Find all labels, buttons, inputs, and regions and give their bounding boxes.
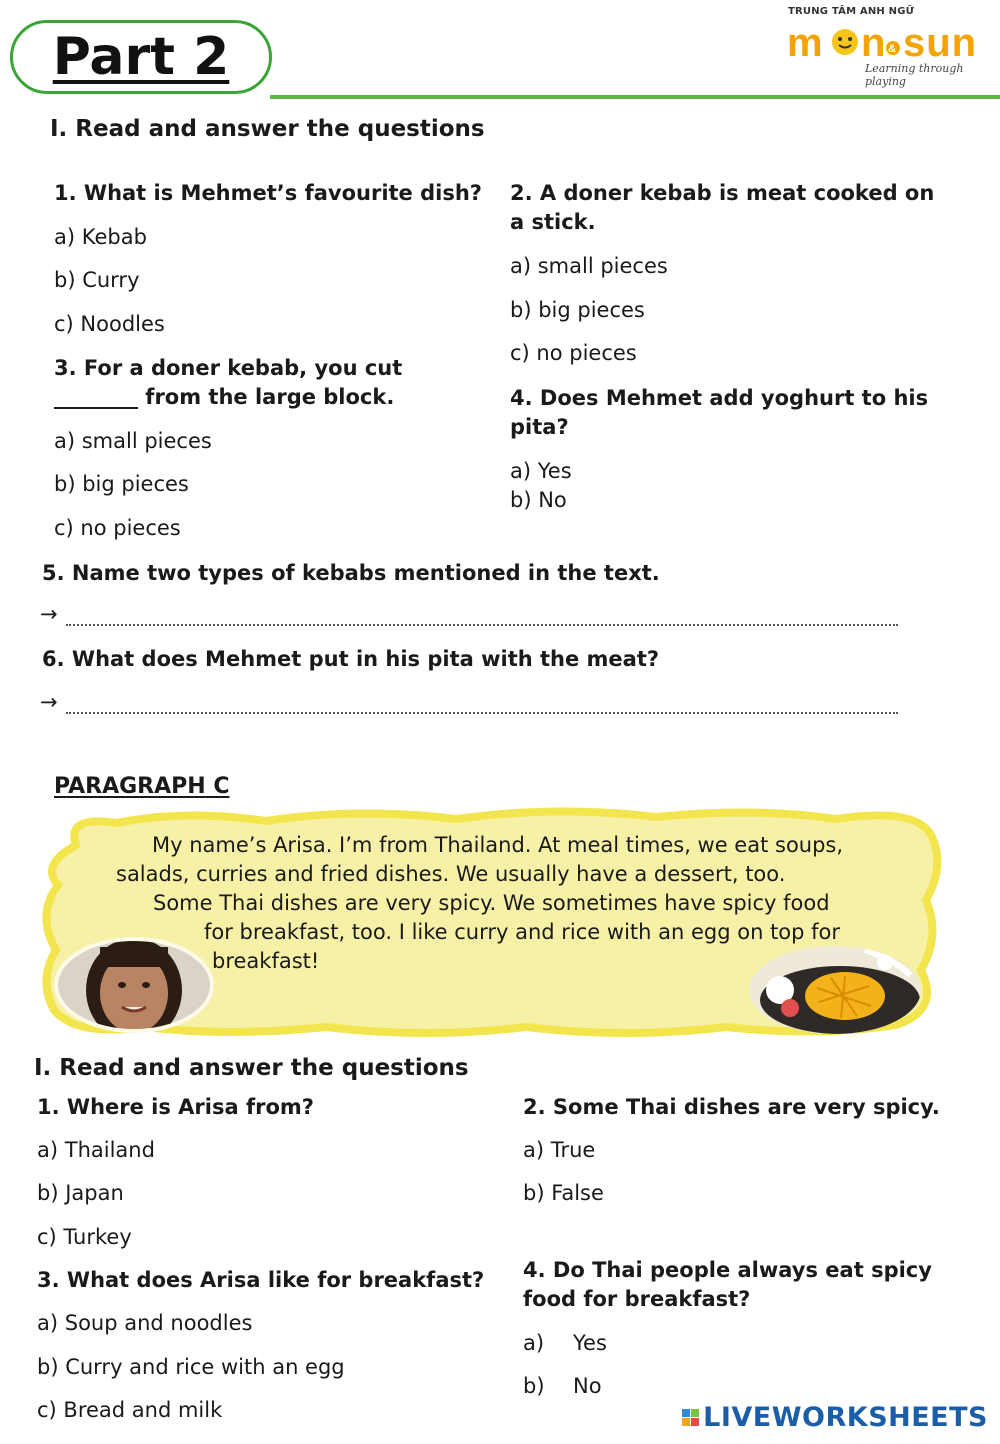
svg-text:sun: sun	[903, 21, 978, 64]
q3-option-c[interactable]: c) no pieces	[54, 516, 181, 540]
question-4-line-1: 4. Does Mehmet add yoghurt to his	[510, 386, 929, 410]
s2-question-4-line-2: food for breakfast?	[523, 1287, 751, 1311]
q6-answer-field[interactable]	[66, 706, 898, 714]
s2-q4-option-a[interactable]	[523, 1329, 607, 1358]
q1-option-a[interactable]: a) Kebab	[54, 225, 147, 249]
s2-q1-option-b[interactable]: b) Japan	[37, 1181, 124, 1205]
q2-option-c[interactable]: c) no pieces	[510, 341, 637, 365]
s2-q2-option-a[interactable]: a) True	[523, 1138, 596, 1162]
girl-photo	[52, 935, 217, 1035]
s2-question-3: 3. What does Arisa like for breakfast?	[37, 1268, 485, 1292]
q2-option-a[interactable]: a) small pieces	[510, 254, 668, 278]
question-3-line-1: 3. For a doner kebab, you cut	[54, 356, 403, 380]
svg-text:m: m	[787, 21, 824, 64]
svg-text:n: n	[861, 21, 887, 64]
s2-question-4	[523, 1256, 932, 1314]
q3-option-a[interactable]: a) small pieces	[54, 429, 212, 453]
s2-q3-option-a[interactable]: a) Soup and noodles	[37, 1311, 253, 1335]
paragraph-line-5: breakfast!	[212, 949, 320, 973]
logo-tagline: Learning through playing	[865, 62, 964, 88]
question-5: 5. Name two types of kebabs mentioned in the text.	[42, 561, 660, 585]
paragraph-line-4: for breakfast, too. I like curry and rice with an egg on top for	[204, 920, 841, 944]
paragraph-c-title: PARAGRAPH C	[54, 774, 230, 799]
option-letter: a)	[523, 1331, 545, 1355]
paragraph-line-3: Some Thai dishes are very spicy. We sometimes have spicy food	[153, 891, 830, 915]
mango-sticky-rice-photo	[745, 940, 925, 1035]
section-heading-2: I. Read and answer the questions	[34, 1055, 469, 1081]
q5-answer-field[interactable]	[66, 618, 898, 626]
part-title-badge	[10, 20, 272, 94]
moon-sun-logo	[785, 6, 990, 88]
logo-brand-mark	[785, 20, 980, 64]
question-2-line-2: a stick.	[510, 210, 596, 234]
s2-q2-option-b[interactable]: b) False	[523, 1181, 604, 1205]
q1-option-c[interactable]: c) Noodles	[54, 312, 165, 336]
question-3-line-2: ________ from the large block.	[54, 385, 395, 409]
option-text: Yes	[573, 1331, 607, 1355]
s2-question-2: 2. Some Thai dishes are very spicy.	[523, 1095, 940, 1119]
logo-top-line: TRUNG TÂM ANH NGỮ	[788, 6, 915, 17]
question-2-line-1: 2. A doner kebab is meat cooked on	[510, 181, 935, 205]
q5-answer-line[interactable]	[40, 602, 910, 626]
question-6: 6. What does Mehmet put in his pita with the meat?	[42, 647, 660, 671]
q2-option-b[interactable]: b) big pieces	[510, 298, 645, 322]
arrow-icon: →	[40, 690, 58, 714]
paragraph-line-1: My name’s Arisa. I’m from Thailand. At meal times, we eat soups,	[152, 833, 844, 857]
option-letter: b)	[523, 1374, 545, 1398]
liveworksheets-grid-icon	[682, 1409, 699, 1426]
q3-option-b[interactable]: b) big pieces	[54, 472, 189, 496]
svg-text:&: &	[888, 43, 897, 55]
paragraph-line-2: salads, curries and fried dishes. We usually have a dessert, too.	[116, 862, 786, 886]
s2-q4-option-b[interactable]	[523, 1372, 602, 1401]
liveworksheets-wordmark: LIVEWORKSHEETS	[703, 1402, 988, 1433]
s2-question-1: 1. Where is Arisa from?	[37, 1095, 314, 1119]
part-title: Part 2	[52, 27, 230, 87]
s2-q3-option-b[interactable]: b) Curry and rice with an egg	[37, 1355, 345, 1379]
question-4	[510, 384, 928, 442]
liveworksheets-logo	[682, 1402, 988, 1433]
option-text: No	[573, 1374, 602, 1398]
question-3	[54, 354, 402, 412]
q1-option-b[interactable]: b) Curry	[54, 268, 140, 292]
s2-question-4-line-1: 4. Do Thai people always eat spicy	[523, 1258, 932, 1282]
q4-option-a[interactable]: a) Yes	[510, 459, 572, 483]
section-heading-1: I. Read and answer the questions	[50, 116, 485, 142]
arrow-icon: →	[40, 602, 58, 626]
question-1: 1. What is Mehmet’s favourite dish?	[54, 181, 482, 205]
q4-option-b[interactable]: b) No	[510, 488, 567, 512]
question-4-line-2: pita?	[510, 415, 569, 439]
question-2	[510, 179, 934, 237]
s2-q1-option-a[interactable]: a) Thailand	[37, 1138, 155, 1162]
s2-q1-option-c[interactable]: c) Turkey	[37, 1225, 132, 1249]
q6-answer-line[interactable]	[40, 690, 910, 714]
s2-q3-option-c[interactable]: c) Bread and milk	[37, 1398, 223, 1422]
header-divider	[270, 95, 1000, 99]
